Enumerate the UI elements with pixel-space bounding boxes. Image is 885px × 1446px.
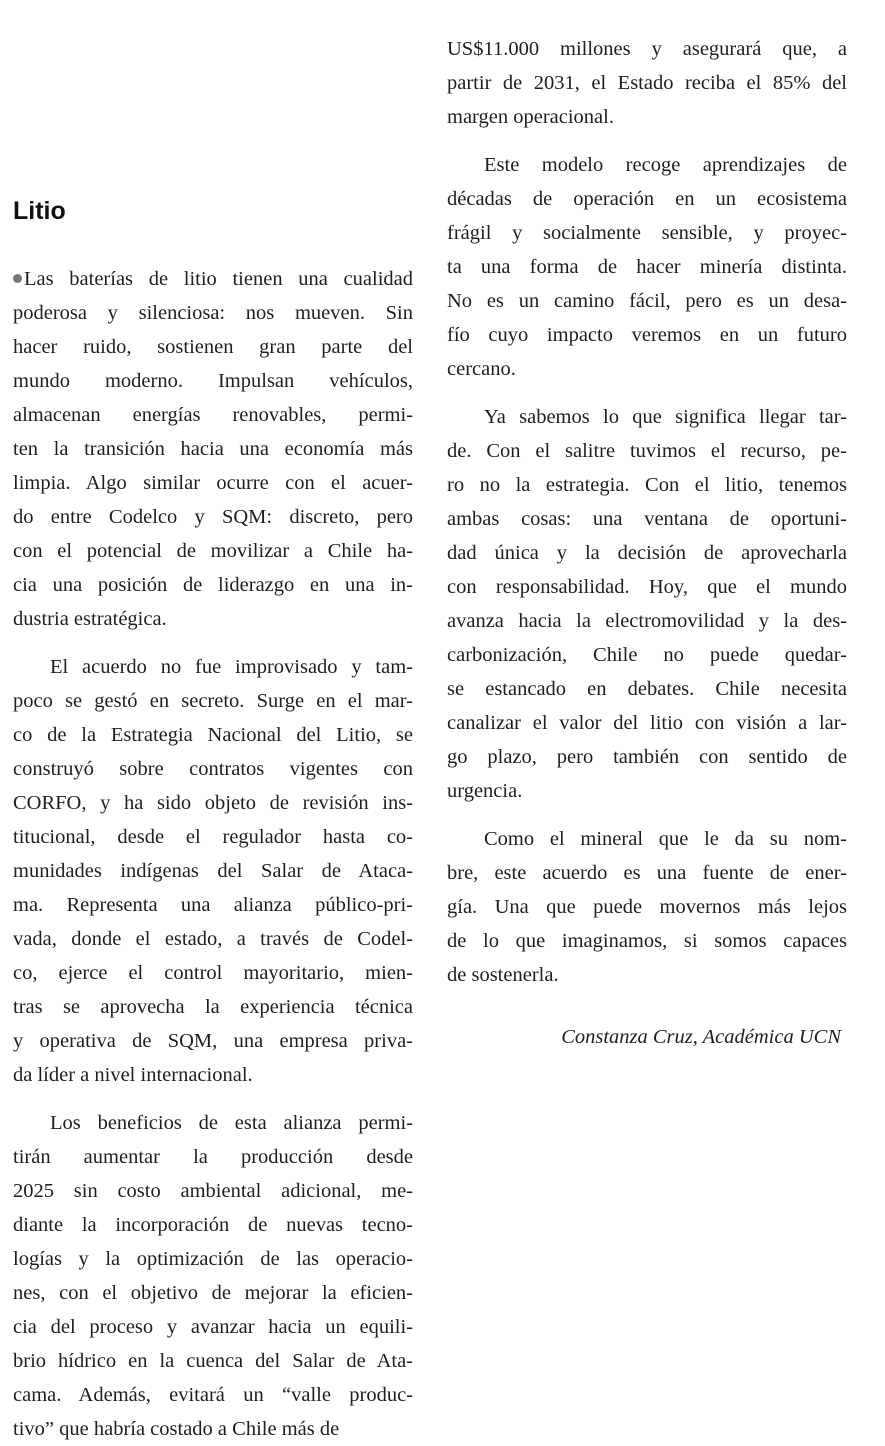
text-line-content: US$11.000 millones y asegurará que, a xyxy=(447,38,847,60)
text-line xyxy=(13,956,413,990)
text-line-content: tras se aprovecha la experiencia técnica xyxy=(13,996,413,1018)
text-line-content: go plazo, pero también con sentido de xyxy=(447,746,847,768)
text-line-content: ambas cosas: una ventana de oportuni- xyxy=(447,508,847,530)
text-line-content: limpia. Algo similar ocurre con el acuer- xyxy=(13,472,413,494)
text-line-content: ta una forma de hacer minería distinta. xyxy=(447,256,847,278)
text-line-content: construyó sobre contratos vigentes con xyxy=(13,758,413,780)
text-line-content: CORFO, y ha sido objeto de revisión ins- xyxy=(13,792,413,814)
text-line xyxy=(13,990,413,1024)
text-line-content: Ya sabemos lo que significa llegar tar- xyxy=(484,406,847,428)
text-line xyxy=(447,216,847,250)
text-line xyxy=(13,854,413,888)
text-line xyxy=(13,534,413,568)
text-line xyxy=(13,602,413,636)
text-line-content: tivo” que habría costado a Chile más de xyxy=(13,1418,340,1440)
right-column xyxy=(447,32,847,1054)
text-line-content: gía. Una que puede movernos más lejos xyxy=(447,896,847,918)
text-line-content: cia una posición de liderazgo en una in- xyxy=(13,574,413,596)
text-line xyxy=(13,650,413,684)
text-line xyxy=(13,684,413,718)
text-line-content: mundo moderno. Impulsan vehículos, xyxy=(13,370,413,392)
text-line xyxy=(447,604,847,638)
text-line xyxy=(447,740,847,774)
text-line-content: vada, donde el estado, a través de Codel- xyxy=(13,928,413,950)
text-line xyxy=(13,1276,413,1310)
text-line xyxy=(13,820,413,854)
text-line-content: avanza hacia la electromovilidad y la des- xyxy=(447,610,847,632)
text-line-content: ten la transición hacia una economía más xyxy=(13,438,413,460)
text-line-content: cercano. xyxy=(447,358,516,380)
text-line xyxy=(13,752,413,786)
text-line xyxy=(447,32,847,66)
text-line-content: 2025 sin costo ambiental adicional, me- xyxy=(13,1180,413,1202)
text-line-content: da líder a nivel internacional. xyxy=(13,1064,253,1086)
text-line-content: dad única y la decisión de aprovecharla xyxy=(447,542,847,564)
text-line xyxy=(447,706,847,740)
text-line-content: hacer ruido, sostienen gran parte del xyxy=(13,336,413,358)
paragraph xyxy=(447,148,847,386)
article-title: Litio xyxy=(13,197,66,225)
text-line-content: canalizar el valor del litio con visión a lar- xyxy=(447,712,847,734)
text-line xyxy=(447,924,847,958)
text-line-content: Los beneficios de esta alianza permi- xyxy=(50,1112,413,1134)
paragraph xyxy=(13,1106,413,1446)
text-line-content: de lo que imaginamos, si somos capaces xyxy=(447,930,847,952)
author-signature: Constanza Cruz, Académica UCN xyxy=(561,1026,841,1048)
text-line-content: poderosa y silenciosa: nos mueven. Sin xyxy=(13,302,413,324)
text-line xyxy=(13,1174,413,1208)
text-line-content: con el potencial de movilizar a Chile ha- xyxy=(13,540,413,562)
bullet-dot-icon xyxy=(13,274,22,283)
text-line xyxy=(13,1208,413,1242)
text-line xyxy=(13,1310,413,1344)
text-line xyxy=(447,774,847,808)
text-line xyxy=(13,1106,413,1140)
text-line xyxy=(13,1058,413,1092)
text-line-content: urgencia. xyxy=(447,780,523,802)
text-line-content: ro no la estrategia. Con el litio, tenemos xyxy=(447,474,847,496)
text-line xyxy=(447,570,847,604)
text-line xyxy=(447,958,847,992)
text-line-content: de sostenerla. xyxy=(447,964,559,986)
text-line xyxy=(447,822,847,856)
text-line-content: titucional, desde el regulador hasta co- xyxy=(13,826,413,848)
text-line-content: y operativa de SQM, una empresa priva- xyxy=(13,1030,413,1052)
text-line xyxy=(447,856,847,890)
text-line-content: munidades indígenas del Salar de Ataca- xyxy=(13,860,413,882)
text-line xyxy=(13,1344,413,1378)
text-line xyxy=(447,318,847,352)
text-line xyxy=(447,638,847,672)
text-line xyxy=(447,434,847,468)
text-line-content: Las baterías de litio tienen una cualidad xyxy=(24,268,413,290)
text-line xyxy=(447,502,847,536)
text-line-content: de. Con el salitre tuvimos el recurso, pe- xyxy=(447,440,847,462)
text-line-content: bre, este acuerdo es una fuente de ener- xyxy=(447,862,847,884)
text-line-content: cama. Además, evitará un “valle produc- xyxy=(13,1384,413,1406)
text-line xyxy=(13,718,413,752)
paragraph xyxy=(447,822,847,992)
text-line xyxy=(13,922,413,956)
text-line xyxy=(447,352,847,386)
text-line xyxy=(447,672,847,706)
text-line xyxy=(447,284,847,318)
text-line xyxy=(447,148,847,182)
text-line xyxy=(13,1024,413,1058)
text-line-content: brio hídrico en la cuenca del Salar de Ata- xyxy=(13,1350,413,1372)
left-column xyxy=(13,262,413,1446)
text-line xyxy=(447,250,847,284)
text-line-content: do entre Codelco y SQM: discreto, pero xyxy=(13,506,413,528)
text-line-content: cia del proceso y avanzar hacia un equili- xyxy=(13,1316,413,1338)
text-line xyxy=(447,468,847,502)
paragraph xyxy=(13,262,413,636)
text-line-content: logías y la optimización de las operacio- xyxy=(13,1248,413,1270)
paragraph xyxy=(447,400,847,808)
text-line-content: No es un camino fácil, pero es un desa- xyxy=(447,290,847,312)
text-line-content: tirán aumentar la producción desde xyxy=(13,1146,413,1168)
text-line xyxy=(13,432,413,466)
text-line xyxy=(447,66,847,100)
text-line-content: Este modelo recoge aprendizajes de xyxy=(484,154,847,176)
text-line xyxy=(13,500,413,534)
text-line-content: co, ejerce el control mayoritario, mien- xyxy=(13,962,413,984)
text-line xyxy=(13,364,413,398)
text-line-content: nes, con el objetivo de mejorar la eficien- xyxy=(13,1282,413,1304)
text-line-content: almacenan energías renovables, permi- xyxy=(13,404,413,426)
text-line xyxy=(13,296,413,330)
text-line-content: dustria estratégica. xyxy=(13,608,167,630)
text-line xyxy=(13,466,413,500)
text-line xyxy=(13,786,413,820)
text-line-content: poco se gestó en secreto. Surge en el mar- xyxy=(13,690,413,712)
text-line xyxy=(447,400,847,434)
text-line xyxy=(13,888,413,922)
text-line xyxy=(447,182,847,216)
text-line xyxy=(13,398,413,432)
text-line-content: con responsabilidad. Hoy, que el mundo xyxy=(447,576,847,598)
text-line-content: co de la Estrategia Nacional del Litio, se xyxy=(13,724,413,746)
text-line xyxy=(13,1378,413,1412)
text-line xyxy=(13,1242,413,1276)
text-line xyxy=(447,536,847,570)
text-line-content: carbonización, Chile no puede quedar- xyxy=(447,644,847,666)
paragraph xyxy=(447,32,847,134)
text-line xyxy=(447,890,847,924)
text-line-content: El acuerdo no fue improvisado y tam- xyxy=(50,656,413,678)
text-line-content: Como el mineral que le da su nom- xyxy=(484,828,847,850)
text-line-content: ma. Representa una alianza público-pri- xyxy=(13,894,413,916)
text-line xyxy=(13,262,413,296)
text-line-content: se estancado en debates. Chile necesita xyxy=(447,678,847,700)
text-line xyxy=(13,568,413,602)
text-line-content: frágil y socialmente sensible, y proyec- xyxy=(447,222,847,244)
text-line-content: décadas de operación en un ecosistema xyxy=(447,188,847,210)
text-line xyxy=(13,1140,413,1174)
text-line xyxy=(13,330,413,364)
paragraph xyxy=(13,650,413,1092)
text-line-content: margen operacional. xyxy=(447,106,614,128)
text-line xyxy=(13,1412,413,1446)
text-line-content: fío cuyo impacto veremos en un futuro xyxy=(447,324,847,346)
text-line xyxy=(447,100,847,134)
text-line-content: partir de 2031, el Estado reciba el 85% del xyxy=(447,72,847,94)
text-line-content: diante la incorporación de nuevas tecno- xyxy=(13,1214,413,1236)
